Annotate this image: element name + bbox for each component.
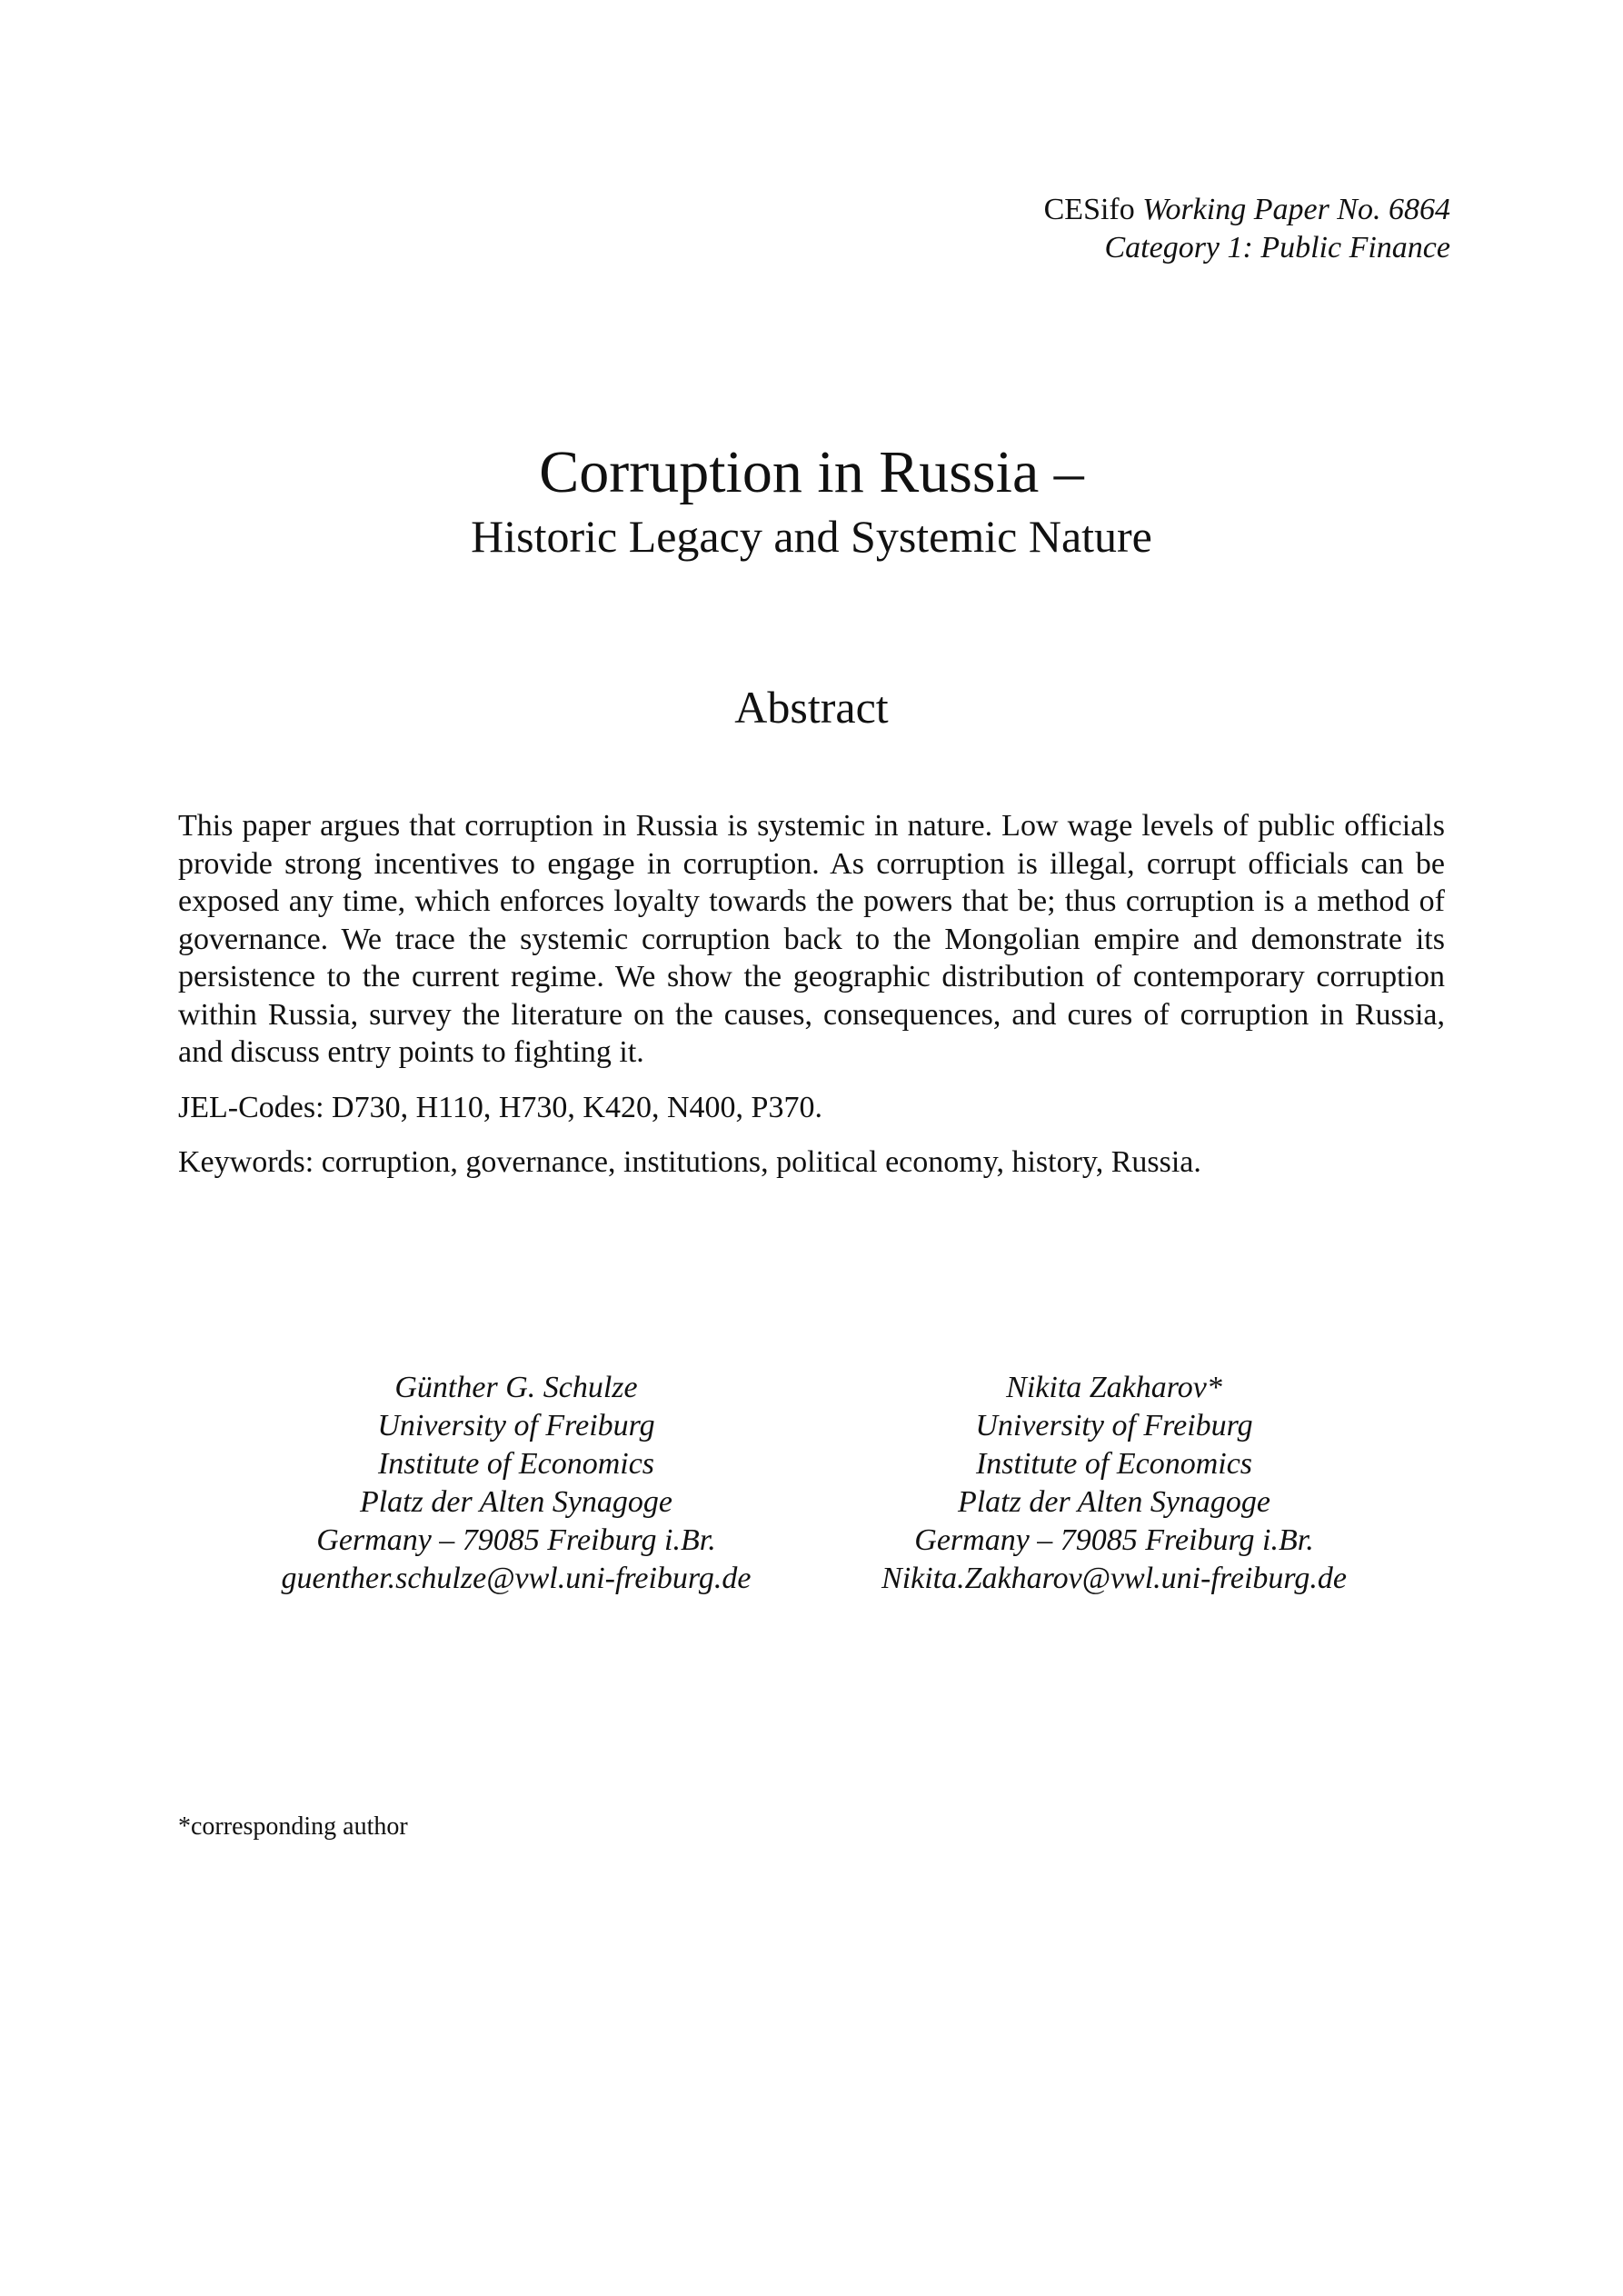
abstract-body: This paper argues that corruption in Russia is systemic in nature. Low wage levels of public officials provide strong incentives to engage in corruption. As corruption is illegal, corrupt officials can be exposed any time, which enforces loyalty towards the powers that be; thus corruption is a method of governance. We trace the systemic corruption back to the Mongolian empire and demonstrate its persistence to the current regime. We show the geographic distribution of contemporary corruption within Russia, survey the literature on the causes, consequences, and cures of corruption in Russia, and discuss entry points to fighting it. [178,809,1445,1069]
series-prefix: CESifo [1043,193,1135,226]
category-text: Category 1: Public Finance [1104,231,1450,265]
jel-codes: JEL-Codes: D730, H110, H730, K420, N400, P370. [178,1091,822,1124]
author-university: University of Freiburg [975,1409,1253,1442]
author-email: guenther.schulze@vwl.uni-freiburg.de [281,1562,752,1595]
paper-title: Corruption in Russia – [539,439,1084,505]
author-institute: Institute of Economics [975,1447,1253,1481]
series-line [1044,191,1450,229]
series-category [1044,229,1450,267]
author-name: Nikita Zakharov* [1006,1371,1222,1404]
abstract-heading: Abstract [734,682,889,733]
author-institute: Institute of Economics [377,1447,655,1481]
author-university: University of Freiburg [377,1409,655,1442]
author-block-1 [225,1369,807,1598]
series-header [1044,191,1450,267]
author-block-2 [823,1369,1405,1598]
paper-subtitle: Historic Legacy and Systemic Nature [471,511,1152,562]
author-street: Platz der Alten Synagoge [957,1485,1271,1519]
author-name: Günther G. Schulze [394,1371,638,1404]
corresponding-author-footnote: *corresponding author [178,1812,408,1841]
keywords: Keywords: corruption, governance, institutions, political economy, history, Russia. [178,1145,1201,1179]
author-city: Germany – 79085 Freiburg i.Br. [914,1523,1314,1557]
author-city: Germany – 79085 Freiburg i.Br. [316,1523,716,1557]
author-email: Nikita.Zakharov@vwl.uni-freiburg.de [881,1562,1347,1595]
series-paper-number: Working Paper No. 6864 [1142,193,1450,226]
author-street: Platz der Alten Synagoge [359,1485,673,1519]
